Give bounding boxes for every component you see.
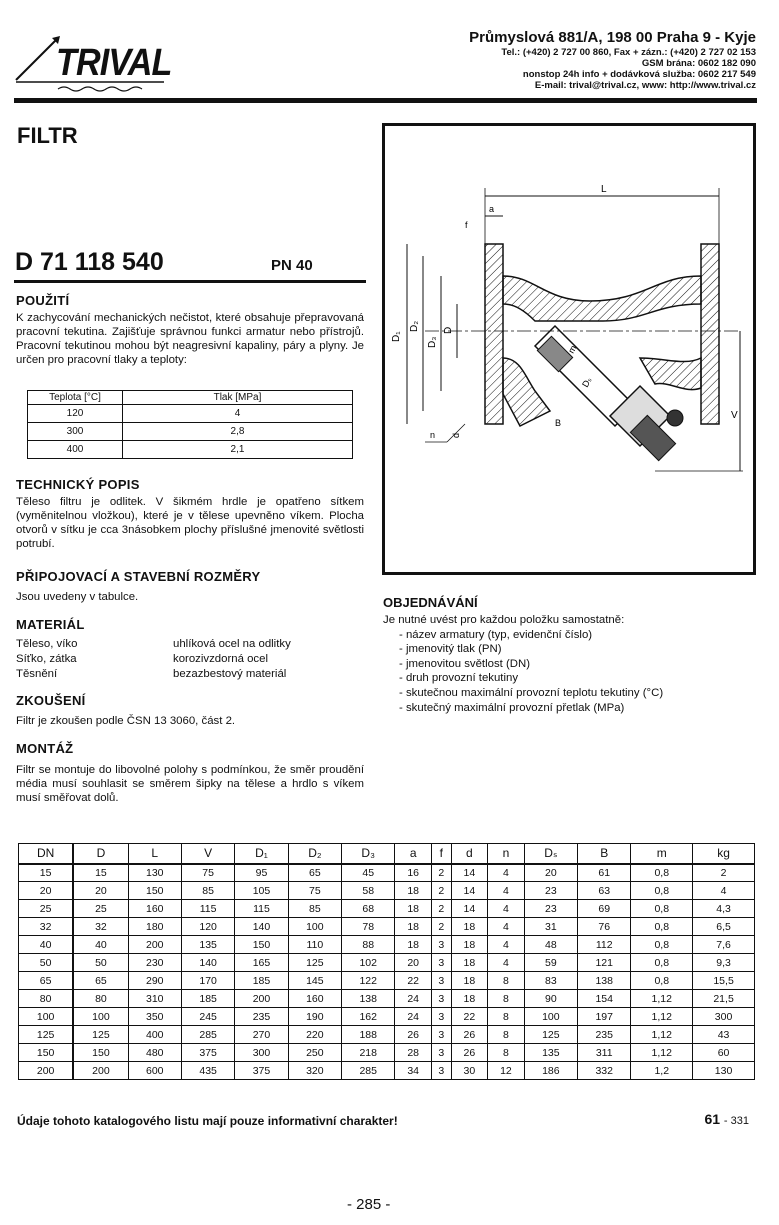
phone-line: Tel.: (+420) 2 727 00 860, Fax + zázn.: (+420) 2 727 02 153 — [501, 47, 756, 58]
dim-label-V: V — [731, 410, 738, 421]
table-cell: 200 — [19, 1062, 74, 1080]
table-cell: 80 — [73, 990, 128, 1008]
table-header: kg — [693, 844, 755, 864]
table-cell: 3 — [431, 1044, 451, 1062]
material-value: uhlíková ocel na odlitky — [173, 638, 291, 650]
table-cell: 14 — [451, 882, 488, 900]
table-cell: 22 — [451, 1008, 488, 1026]
table-cell: 122 — [342, 972, 395, 990]
table-cell: 290 — [128, 972, 181, 990]
table-cell: 154 — [578, 990, 631, 1008]
dim-label-Ds: Dₛ — [580, 375, 594, 389]
table-cell: 31 — [524, 918, 577, 936]
table-cell: 8 — [488, 972, 525, 990]
table-cell: 125 — [19, 1026, 74, 1044]
table-cell: 375 — [235, 1062, 288, 1080]
order-intro: Je nutné uvést pro každou položku samostatně: — [383, 614, 625, 626]
table-cell: 80 — [19, 990, 74, 1008]
table-cell: 4 — [488, 918, 525, 936]
table-cell: 1,2 — [631, 1062, 693, 1080]
list-item — [16, 667, 291, 682]
table-cell: 2 — [431, 900, 451, 918]
table-cell: 145 — [288, 972, 341, 990]
header-divider — [14, 98, 757, 103]
filter-cross-section — [385, 126, 753, 572]
dim-label-D: D — [443, 326, 454, 334]
table-cell: 25 — [19, 900, 74, 918]
dim-label-n: n — [430, 430, 436, 440]
table-cell: 0,8 — [631, 972, 693, 990]
table-cell: 4 — [488, 900, 525, 918]
table-cell: 32 — [73, 918, 128, 936]
catalog-page-sub: - 331 — [723, 1115, 749, 1127]
list-item: - skutečnou maximální provozní teplotu tekutiny (°C) — [399, 686, 664, 699]
table-header: f — [431, 844, 451, 864]
table-cell: 102 — [342, 954, 395, 972]
table-row — [28, 405, 353, 423]
table-cell: 200 — [235, 990, 288, 1008]
table-cell: 130 — [128, 864, 181, 882]
table-cell: 75 — [181, 864, 234, 882]
table-cell: 24 — [395, 1008, 432, 1026]
table-cell: 18 — [451, 990, 488, 1008]
table-cell: 3 — [431, 990, 451, 1008]
table-cell: 78 — [342, 918, 395, 936]
table-cell: 3 — [431, 1008, 451, 1026]
table-cell: 45 — [342, 864, 395, 882]
table-cell: 3 — [431, 1026, 451, 1044]
dim-label-a: a — [489, 204, 495, 214]
table-cell: 26 — [395, 1026, 432, 1044]
table-cell: 311 — [578, 1044, 631, 1062]
table-cell: 15 — [19, 864, 74, 882]
table-cell: 285 — [181, 1026, 234, 1044]
table-cell: 350 — [128, 1008, 181, 1026]
table-cell: 75 — [288, 882, 341, 900]
table-cell: 4,3 — [693, 900, 755, 918]
table-cell: 8 — [488, 1026, 525, 1044]
table-cell: 300 — [235, 1044, 288, 1062]
table-cell: 3 — [431, 936, 451, 954]
table-header: DN — [19, 844, 74, 864]
table-cell: 121 — [578, 954, 631, 972]
table-cell: 32 — [19, 918, 74, 936]
table-cell: 2 — [431, 882, 451, 900]
table-cell: 120 — [28, 405, 123, 423]
dim-label-D1: D₁ — [391, 331, 402, 342]
table-cell: 150 — [19, 1044, 74, 1062]
table-header: D₂ — [288, 844, 341, 864]
table-header: Dₛ — [524, 844, 577, 864]
company-address — [469, 30, 756, 91]
table-cell: 85 — [288, 900, 341, 918]
table-cell: 34 — [395, 1062, 432, 1080]
table-cell: 165 — [235, 954, 288, 972]
table-cell: 310 — [128, 990, 181, 1008]
table-cell: 18 — [451, 918, 488, 936]
dim-label-D3: D₃ — [427, 336, 438, 348]
table-cell: 23 — [524, 900, 577, 918]
table-cell: 150 — [235, 936, 288, 954]
table-row — [19, 918, 755, 936]
table-cell: 50 — [19, 954, 74, 972]
table-cell: 0,8 — [631, 936, 693, 954]
table-cell: 245 — [181, 1008, 234, 1026]
table-cell: 18 — [451, 954, 488, 972]
table-cell: 25 — [73, 900, 128, 918]
table-cell: 12 — [488, 1062, 525, 1080]
table-cell: 375 — [181, 1044, 234, 1062]
table-cell: 160 — [288, 990, 341, 1008]
table-cell: 230 — [128, 954, 181, 972]
table-cell: 600 — [128, 1062, 181, 1080]
table-cell: 138 — [578, 972, 631, 990]
table-cell: 16 — [395, 864, 432, 882]
table-cell: 100 — [19, 1008, 74, 1026]
table-cell: 270 — [235, 1026, 288, 1044]
table-cell: 3 — [431, 1062, 451, 1080]
table-cell: 3 — [431, 954, 451, 972]
table-cell: 400 — [128, 1026, 181, 1044]
table-cell: 130 — [693, 1062, 755, 1080]
section-heading-montaz: MONTÁŽ — [16, 741, 74, 756]
table-cell: 68 — [342, 900, 395, 918]
catalog-page: 61 — [704, 1111, 721, 1127]
table-row — [19, 990, 755, 1008]
table-cell: 59 — [524, 954, 577, 972]
catalog-page-ref — [704, 1111, 749, 1127]
table-cell: 15 — [73, 864, 128, 882]
material-list — [16, 637, 291, 682]
table-header: Tlak [MPa] — [123, 391, 353, 405]
table-cell: 125 — [288, 954, 341, 972]
page-title: FILTR — [17, 123, 78, 148]
table-cell: 3 — [431, 972, 451, 990]
table-cell: 6,5 — [693, 918, 755, 936]
table-header: Teplota [°C] — [28, 391, 123, 405]
table-cell: 65 — [288, 864, 341, 882]
table-cell: 0,8 — [631, 882, 693, 900]
table-row — [28, 441, 353, 459]
pressure-temperature-table — [27, 390, 353, 459]
table-cell: 83 — [524, 972, 577, 990]
table-cell: 43 — [693, 1026, 755, 1044]
table-cell: 76 — [578, 918, 631, 936]
table-cell: 332 — [578, 1062, 631, 1080]
table-cell: 63 — [578, 882, 631, 900]
table-row — [19, 1044, 755, 1062]
table-cell: 100 — [73, 1008, 128, 1026]
table-cell: 4 — [123, 405, 353, 423]
tech-text: Těleso filtru je odlitek. V šikmém hrdle je opatřeno sítkem (vyměnitelnou vložkou), které je v tělese upevněno víkem. Plocha otvorů v sítku je cca 3násobkem plochy příslušné jmenovité světlosti potrubí. — [16, 496, 364, 550]
pouziti-text: K zachycování mechanických nečistot, které obsahuje přepravovaná pracovní tekutina. Zajišťuje správnou funkci armatur nebo přístrojů. Pracovní tekutinou mohou být neagresivní kapaliny, páry a plyny. Je určen pro pracovní tlaky a teploty: — [16, 312, 364, 366]
table-row — [28, 423, 353, 441]
dim-label-d: d — [451, 432, 461, 438]
table-cell: 188 — [342, 1026, 395, 1044]
table-cell: 4 — [488, 882, 525, 900]
section-heading-material: MATERIÁL — [16, 617, 85, 632]
table-cell: 0,8 — [631, 864, 693, 882]
table-cell: 2 — [693, 864, 755, 882]
table-cell: 21,5 — [693, 990, 755, 1008]
table-cell: 115 — [235, 900, 288, 918]
table-cell: 150 — [73, 1044, 128, 1062]
table-cell: 0,8 — [631, 900, 693, 918]
table-cell: 20 — [73, 882, 128, 900]
table-header: d — [451, 844, 488, 864]
table-cell: 30 — [451, 1062, 488, 1080]
list-item: - druh provozní tekutiny — [399, 672, 519, 685]
section-heading-zkouseni: ZKOUŠENÍ — [16, 693, 86, 708]
table-header: m — [631, 844, 693, 864]
code-divider — [14, 280, 366, 283]
table-cell: 65 — [19, 972, 74, 990]
table-cell: 90 — [524, 990, 577, 1008]
table-cell: 162 — [342, 1008, 395, 1026]
table-cell: 135 — [524, 1044, 577, 1062]
table-cell: 8 — [488, 990, 525, 1008]
table-row — [19, 882, 755, 900]
table-cell: 48 — [524, 936, 577, 954]
table-cell: 0,8 — [631, 918, 693, 936]
list-item — [16, 652, 291, 667]
table-cell: 150 — [128, 882, 181, 900]
table-cell: 15,5 — [693, 972, 755, 990]
table-cell: 480 — [128, 1044, 181, 1062]
product-code: D 71 118 540 — [15, 248, 164, 276]
material-part: Síťko, zátka — [16, 653, 77, 665]
page-number: - 285 - — [347, 1196, 391, 1213]
table-cell: 8 — [488, 1008, 525, 1026]
table-cell: 100 — [524, 1008, 577, 1026]
table-cell: 125 — [73, 1026, 128, 1044]
table-row — [19, 1008, 755, 1026]
table-row — [19, 900, 755, 918]
table-cell: 8 — [488, 1044, 525, 1062]
table-header: V — [181, 844, 234, 864]
section-heading-tech: TECHNICKÝ POPIS — [16, 477, 140, 492]
material-part: Těsnění — [16, 668, 58, 680]
table-cell: 60 — [693, 1044, 755, 1062]
disclaimer: Údaje tohoto katalogového listu mají pouze informativní charakter! — [17, 1114, 398, 1128]
pressure-nominal: PN 40 — [271, 257, 313, 274]
list-item: - jmenovitou světlost (DN) — [399, 657, 531, 670]
table-cell: 285 — [342, 1062, 395, 1080]
table-cell: 186 — [524, 1062, 577, 1080]
list-item: - skutečný maximální provozní přetlak (MPa) — [399, 701, 625, 714]
table-cell: 24 — [395, 990, 432, 1008]
email-line: E-mail: trival@trival.cz, www: http://www.trival.cz — [534, 80, 756, 91]
table-cell: 138 — [342, 990, 395, 1008]
table-header: n — [488, 844, 525, 864]
table-cell: 190 — [288, 1008, 341, 1026]
table-row — [19, 1026, 755, 1044]
table-cell: 125 — [524, 1026, 577, 1044]
table-cell: 2,8 — [123, 423, 353, 441]
table-cell: 140 — [181, 954, 234, 972]
table-cell: 250 — [288, 1044, 341, 1062]
table-cell: 2 — [431, 864, 451, 882]
table-cell: 26 — [451, 1044, 488, 1062]
table-cell: 180 — [128, 918, 181, 936]
dimension-table — [18, 843, 755, 1080]
table-cell: 1,12 — [631, 990, 693, 1008]
table-header: L — [128, 844, 181, 864]
table-row — [19, 936, 755, 954]
table-cell: 218 — [342, 1044, 395, 1062]
table-cell: 235 — [235, 1008, 288, 1026]
table-cell: 185 — [181, 990, 234, 1008]
table-cell: 200 — [73, 1062, 128, 1080]
table-cell: 22 — [395, 972, 432, 990]
section-heading-pouziti: POUŽITÍ — [16, 293, 70, 308]
table-cell: 235 — [578, 1026, 631, 1044]
table-cell: 20 — [524, 864, 577, 882]
filter-drawing — [382, 123, 756, 575]
address-line: Průmyslová 881/A, 198 00 Praha 9 - Kyje — [469, 29, 756, 46]
table-cell: 58 — [342, 882, 395, 900]
table-cell: 18 — [451, 936, 488, 954]
section-heading-pripoj: PŘIPOJOVACÍ A STAVEBNÍ ROZMĚRY — [16, 569, 261, 584]
table-cell: 9,3 — [693, 954, 755, 972]
table-cell: 28 — [395, 1044, 432, 1062]
table-cell: 4 — [488, 936, 525, 954]
table-cell: 170 — [181, 972, 234, 990]
table-cell: 300 — [693, 1008, 755, 1026]
table-cell: 105 — [235, 882, 288, 900]
table-header: D — [73, 844, 128, 864]
table-cell: 14 — [451, 864, 488, 882]
table-header: D₃ — [342, 844, 395, 864]
table-cell: 115 — [181, 900, 234, 918]
section-heading-objednavani: OBJEDNÁVÁNÍ — [383, 595, 478, 610]
table-cell: 110 — [288, 936, 341, 954]
table-cell: 400 — [28, 441, 123, 459]
table-header: D₁ — [235, 844, 288, 864]
table-cell: 18 — [395, 918, 432, 936]
table-cell: 1,12 — [631, 1008, 693, 1026]
table-cell: 18 — [395, 936, 432, 954]
table-row — [19, 954, 755, 972]
table-cell: 1,12 — [631, 1026, 693, 1044]
table-cell: 120 — [181, 918, 234, 936]
table-cell: 50 — [73, 954, 128, 972]
material-value: bezazbestový materiál — [173, 668, 287, 680]
table-cell: 20 — [19, 882, 74, 900]
trival-logo — [14, 36, 174, 100]
material-value: korozivzdorná ocel — [173, 653, 268, 665]
table-cell: 18 — [395, 882, 432, 900]
table-cell: 100 — [288, 918, 341, 936]
table-cell: 18 — [395, 900, 432, 918]
dim-label-B: B — [555, 418, 562, 428]
table-row — [19, 972, 755, 990]
dim-label-m: m — [566, 343, 579, 355]
order-list — [383, 613, 663, 715]
list-item: - název armatury (typ, evidenční číslo) — [399, 628, 593, 641]
table-cell: 26 — [451, 1026, 488, 1044]
table-cell: 61 — [578, 864, 631, 882]
table-row — [19, 1062, 755, 1080]
table-cell: 40 — [73, 936, 128, 954]
table-cell: 140 — [235, 918, 288, 936]
pripoj-text: Jsou uvedeny v tabulce. — [16, 591, 139, 603]
table-cell: 85 — [181, 882, 234, 900]
table-cell: 135 — [181, 936, 234, 954]
table-cell: 435 — [181, 1062, 234, 1080]
table-cell: 14 — [451, 900, 488, 918]
dim-label-f: f — [465, 220, 468, 230]
table-cell: 2,1 — [123, 441, 353, 459]
logo-text: TRIVAL — [56, 42, 172, 84]
table-cell: 1,12 — [631, 1044, 693, 1062]
table-cell: 220 — [288, 1026, 341, 1044]
table-cell: 300 — [28, 423, 123, 441]
table-cell: 7,6 — [693, 936, 755, 954]
table-cell: 18 — [451, 972, 488, 990]
list-item — [16, 637, 291, 652]
dim-label-D2: D₂ — [409, 320, 420, 332]
table-cell: 20 — [395, 954, 432, 972]
table-cell: 95 — [235, 864, 288, 882]
table-cell: 23 — [524, 882, 577, 900]
table-cell: 0,8 — [631, 954, 693, 972]
material-part: Těleso, víko — [16, 638, 78, 650]
table-cell: 197 — [578, 1008, 631, 1026]
table-cell: 40 — [19, 936, 74, 954]
table-cell: 65 — [73, 972, 128, 990]
montaz-text: Filtr se montuje do libovolné polohy s podmínkou, že směr proudění média musí souhlasit se směrem šipky na tělese a hrdlo s víkem musí směřovat dolů. — [16, 764, 364, 804]
table-header: a — [395, 844, 432, 864]
table-cell: 4 — [693, 882, 755, 900]
table-row — [19, 864, 755, 882]
service-line: nonstop 24h info + dodávková služba: 0602 217 549 — [522, 69, 756, 80]
zkouseni-text: Filtr je zkoušen podle ČSN 13 3060, část 2. — [16, 715, 236, 727]
table-cell: 185 — [235, 972, 288, 990]
table-header: B — [578, 844, 631, 864]
table-cell: 69 — [578, 900, 631, 918]
list-item: - jmenovitý tlak (PN) — [399, 643, 502, 656]
gsm-line: GSM brána: 0602 182 090 — [641, 58, 756, 69]
table-cell: 2 — [431, 918, 451, 936]
table-cell: 320 — [288, 1062, 341, 1080]
dim-label-L: L — [601, 184, 607, 195]
table-cell: 4 — [488, 864, 525, 882]
table-cell: 4 — [488, 954, 525, 972]
table-cell: 160 — [128, 900, 181, 918]
table-cell: 88 — [342, 936, 395, 954]
table-cell: 200 — [128, 936, 181, 954]
table-header-row — [19, 844, 755, 864]
table-cell: 112 — [578, 936, 631, 954]
